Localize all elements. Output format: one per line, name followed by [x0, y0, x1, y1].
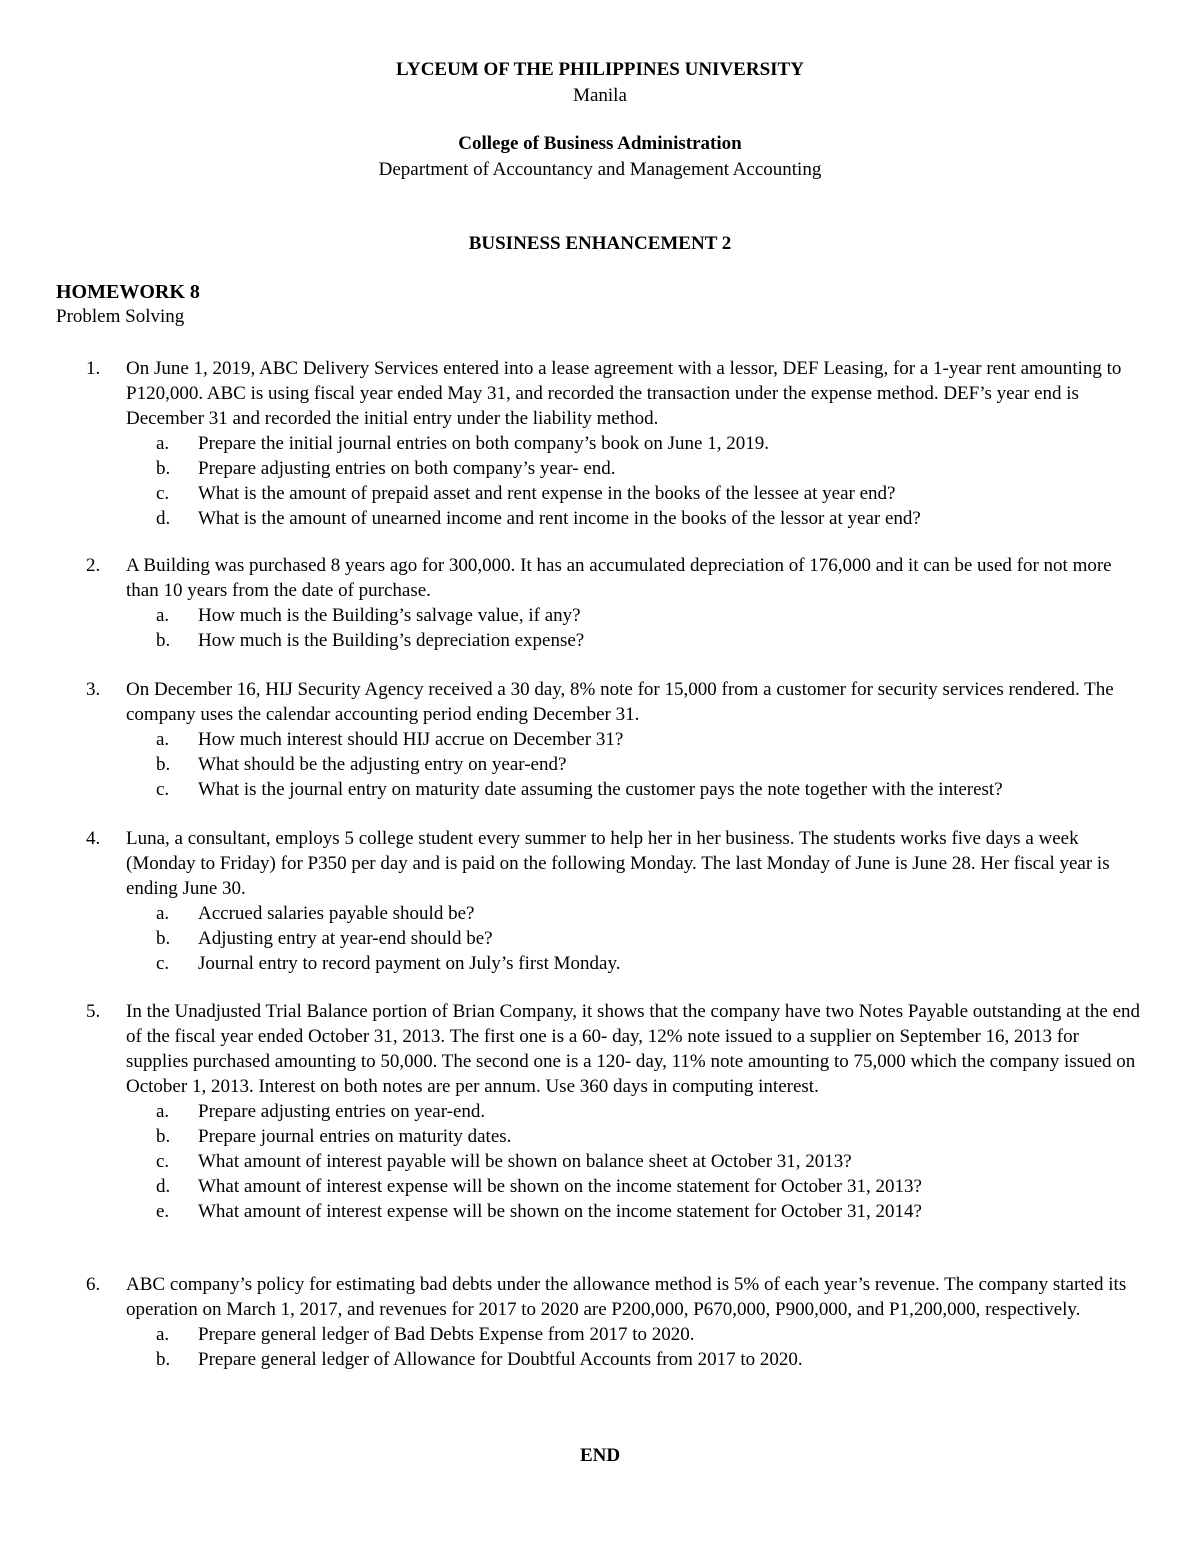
sub-question-letter: b.: [156, 928, 171, 949]
end-marker: END: [579, 1445, 621, 1466]
question-number: 6.: [86, 1274, 101, 1295]
sub-question-text: Prepare general ledger of Allowance for Doubtful Accounts from 2017 to 2020.: [198, 1349, 803, 1370]
sub-question: [156, 727, 1142, 752]
department-name: Department of Accountancy and Management Accounting: [378, 159, 822, 180]
sub-question-text: What amount of interest payable will be shown on balance sheet at October 31, 2013?: [198, 1151, 852, 1172]
sub-question-letter: c.: [156, 483, 170, 504]
question-3: [86, 677, 1142, 802]
sub-question-text: Prepare the initial journal entries on both company’s book on June 1, 2019.: [198, 433, 769, 454]
sub-question-letter: b.: [156, 754, 171, 775]
sub-question: [156, 1149, 1142, 1174]
university-city: Manila: [573, 85, 627, 106]
homework-title: HOMEWORK 8: [56, 281, 200, 303]
sub-question-text: What amount of interest expense will be shown on the income statement for October 31, 2013?: [198, 1176, 922, 1197]
question-number: 4.: [86, 828, 101, 849]
sub-question-letter: b.: [156, 630, 171, 651]
sub-question-letter: d.: [156, 508, 171, 529]
question-text: A Building was purchased 8 years ago for 300,000. It has an accumulated depreciation of 176,000 and it can be used for not more than 10 years from the date of purchase.: [126, 555, 1112, 601]
sub-question-letter: b.: [156, 1349, 171, 1370]
question-5: [86, 999, 1142, 1224]
sub-question-letter: a.: [156, 433, 170, 454]
sub-question-letter: b.: [156, 458, 171, 479]
sub-question-text: Journal entry to record payment on July’s first Monday.: [198, 953, 621, 974]
sub-question-letter: c.: [156, 953, 170, 974]
sub-question-letter: a.: [156, 1101, 170, 1122]
sub-question-letter: a.: [156, 903, 170, 924]
sub-question: [156, 752, 1142, 777]
question-number: 1.: [86, 358, 101, 379]
sub-question: [156, 1124, 1142, 1149]
sub-question-text: What is the amount of prepaid asset and rent expense in the books of the lessee at year end?: [198, 483, 896, 504]
university-name: LYCEUM OF THE PHILIPPINES UNIVERSITY: [396, 59, 804, 80]
sub-question: [156, 1199, 1142, 1224]
question-4: [86, 826, 1142, 976]
question-1: [86, 356, 1142, 531]
question-text: On June 1, 2019, ABC Delivery Services entered into a lease agreement with a lessor, DEF Leasing, for a 1-year rent amounting to P120,000. ABC is using fiscal year ended May 31, and recorded the transaction under the expense method. DEF’s year end is December 31 and recorded the initial entry under the liability method.: [126, 358, 1122, 429]
sub-question-text: What amount of interest expense will be shown on the income statement for October 31, 2014?: [198, 1201, 922, 1222]
question-number: 3.: [86, 679, 101, 700]
sub-question-list: [156, 1099, 1142, 1224]
question-text: ABC company’s policy for estimating bad debts under the allowance method is 5% of each year’s revenue. The company started its operation on March 1, 2017, and revenues for 2017 to 2020 are P200,000, P670,000, P900,000, and P1,200,000, respectively.: [126, 1274, 1127, 1320]
sub-question-letter: c.: [156, 1151, 170, 1172]
sub-question: [156, 951, 1142, 976]
sub-question: [156, 1322, 1142, 1347]
sub-question-text: Prepare general ledger of Bad Debts Expense from 2017 to 2020.: [198, 1324, 695, 1345]
sub-question: [156, 456, 1142, 481]
question-text: In the Unadjusted Trial Balance portion of Brian Company, it shows that the company have two Notes Payable outstanding at the end of the fiscal year ended October 31, 2013. The first one is a 60- day, 12% note issued to a supplier on September 16, 2013 for supplies purchased amounting to 50,000. The second one is a 120- day, 11% note amounting to 75,000 which the company issued on October 1, 2013. Interest on both notes are per annum. Use 360 days in computing interest.: [126, 1001, 1141, 1097]
sub-question-letter: d.: [156, 1176, 171, 1197]
question-text: On December 16, HIJ Security Agency received a 30 day, 8% note for 15,000 from a customer for security services rendered. The company uses the calendar accounting period ending December 31.: [126, 679, 1114, 725]
sub-question-text: How much interest should HIJ accrue on December 31?: [198, 729, 624, 750]
sub-question-text: Adjusting entry at year-end should be?: [198, 928, 493, 949]
sub-question-letter: c.: [156, 779, 170, 800]
sub-question: [156, 431, 1142, 456]
sub-question-list: [156, 727, 1142, 802]
sub-question-text: How much is the Building’s depreciation expense?: [198, 630, 585, 651]
question-6: [86, 1272, 1142, 1372]
homework-type: Problem Solving: [56, 306, 185, 327]
sub-question-text: What is the journal entry on maturity date assuming the customer pays the note together with the interest?: [198, 779, 1003, 800]
sub-question: [156, 628, 1142, 653]
question-number: 5.: [86, 1001, 101, 1022]
sub-question-text: Prepare adjusting entries on year-end.: [198, 1101, 486, 1122]
sub-question-letter: b.: [156, 1126, 171, 1147]
sub-question: [156, 603, 1142, 628]
sub-question-list: [156, 431, 1142, 531]
sub-question-text: What is the amount of unearned income and rent income in the books of the lessor at year end?: [198, 508, 921, 529]
course-title: BUSINESS ENHANCEMENT 2: [468, 233, 732, 254]
question-2: [86, 553, 1142, 653]
question-text: Luna, a consultant, employs 5 college student every summer to help her in her business. The students works five days a week (Monday to Friday) for P350 per day and is paid on the following Monday. The last Monday of June is June 28. Her fiscal year is ending June 30.: [126, 828, 1110, 899]
sub-question: [156, 1174, 1142, 1199]
sub-question-list: [156, 603, 1142, 653]
sub-question: [156, 777, 1142, 802]
sub-question-text: How much is the Building’s salvage value, if any?: [198, 605, 581, 626]
sub-question-list: [156, 1322, 1142, 1372]
sub-question-list: [156, 901, 1142, 976]
sub-question: [156, 926, 1142, 951]
sub-question-letter: e.: [156, 1201, 170, 1222]
sub-question: [156, 901, 1142, 926]
sub-question-letter: a.: [156, 605, 170, 626]
sub-question-letter: a.: [156, 1324, 170, 1345]
sub-question-text: Accrued salaries payable should be?: [198, 903, 475, 924]
sub-question-text: Prepare adjusting entries on both company’s year- end.: [198, 458, 616, 479]
sub-question: [156, 1099, 1142, 1124]
sub-question-text: Prepare journal entries on maturity dates.: [198, 1126, 512, 1147]
question-number: 2.: [86, 555, 101, 576]
college-name: College of Business Administration: [458, 133, 742, 154]
sub-question-letter: a.: [156, 729, 170, 750]
sub-question: [156, 1347, 1142, 1372]
sub-question-text: What should be the adjusting entry on year-end?: [198, 754, 567, 775]
sub-question: [156, 506, 1142, 531]
sub-question: [156, 481, 1142, 506]
